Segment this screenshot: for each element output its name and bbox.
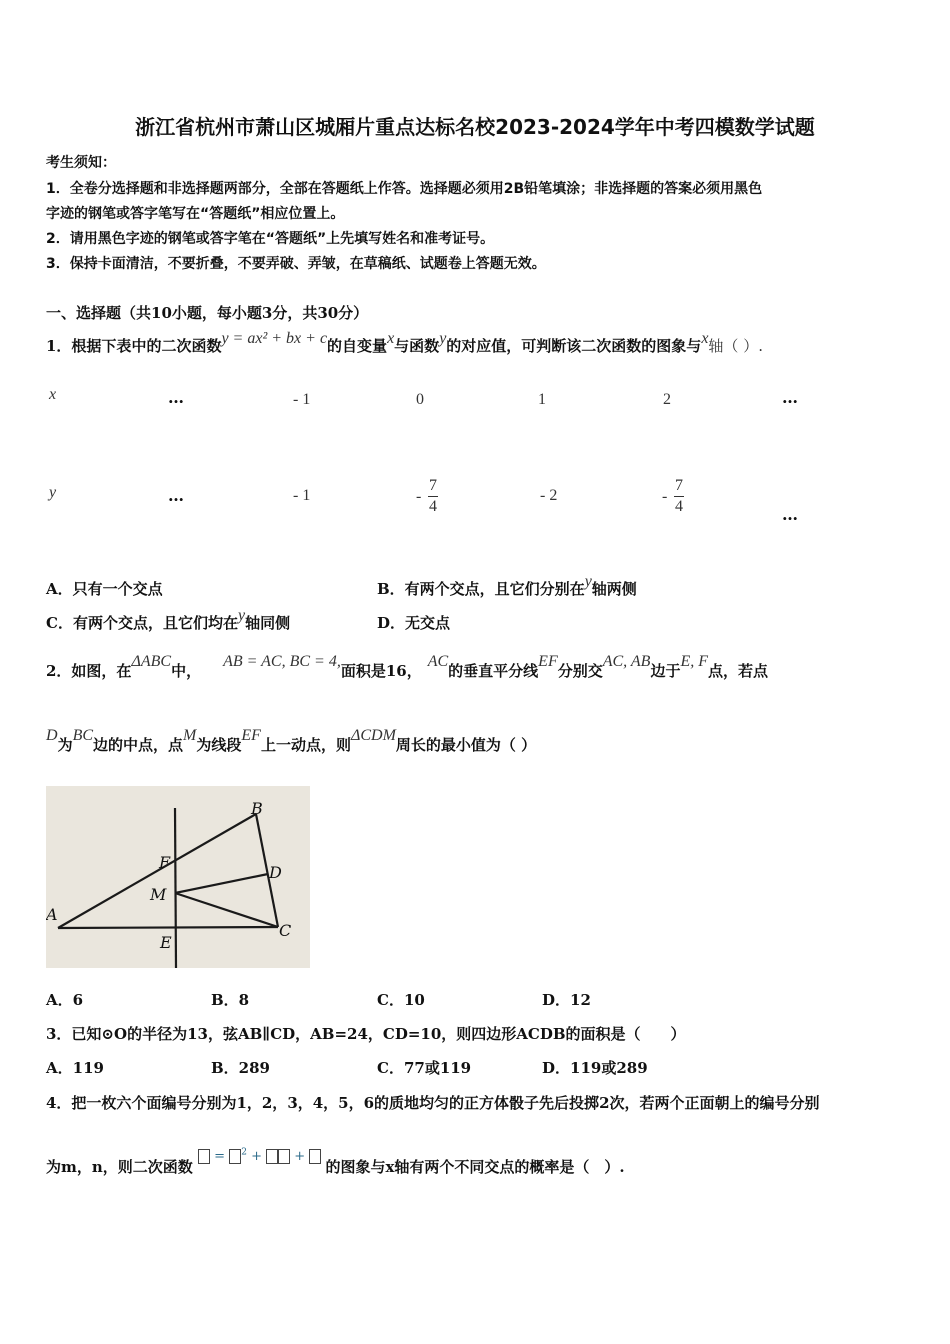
question-4-stem: 4．把一枚六个面编号分别为1，2，3，4，5，6的质地均匀的正方体骰子先后投掷2次，若两个正面朝上的编号分别 xyxy=(46,1094,820,1112)
label-d: D xyxy=(269,863,282,882)
segment-mc xyxy=(175,893,278,927)
quadratic-formula: y = ax² + bx + c xyxy=(221,330,328,347)
label-f: F xyxy=(159,853,171,872)
option-d[interactable]: D．119或289 xyxy=(542,1059,648,1077)
line-ef xyxy=(175,808,176,968)
option-c[interactable]: C．77或119 xyxy=(377,1059,472,1077)
geometry-figure xyxy=(46,786,310,968)
page-title: 浙江省杭州市萧山区城厢片重点达标名校2023-2024学年中考四模数学试题 xyxy=(135,115,815,139)
question-1-stem: 1．根据下表中的二次函数y = ax² + bx + c的自变量x与函数y的对应值，可判断该二次函数的图象与x轴（ ）. xyxy=(46,330,763,355)
table-cell: 2 xyxy=(663,391,671,408)
table-y-label: y xyxy=(49,484,57,501)
placeholder-formula: = $^2$ + + xyxy=(198,1149,325,1164)
table-cell: - 1 xyxy=(293,391,311,408)
table-cell: … xyxy=(782,388,798,407)
option-a[interactable]: A．6 xyxy=(46,991,84,1009)
option-a[interactable]: A．119 xyxy=(46,1059,104,1077)
label-c: C xyxy=(279,921,292,940)
section-heading: 一、选择题（共10小题，每小题3分，共30分） xyxy=(46,304,369,322)
option-b[interactable]: B．8 xyxy=(211,991,250,1009)
table-cell: … xyxy=(782,505,798,524)
notice-item: 1．全卷分选择题和非选择题两部分，全部在答题纸上作答。选择题必须用2B铅笔填涂；非选择题的答案必须用黑色 xyxy=(46,181,763,197)
question-4-stem-2: 为m，n，则二次函数 = $^2$ + + 的图象与x轴有两个不同交点的概率是（ ）. xyxy=(46,1147,625,1176)
label-e: E xyxy=(160,933,172,952)
question-3-stem: 3．已知⊙O的半径为13，弦AB∥CD，AB=24，CD=10，则四边形ACDB的面积是（ ） xyxy=(46,1025,686,1043)
table-cell: … xyxy=(168,486,184,505)
question-2-stem: 2．如图，在ΔABC中，AB = AC, BC = 4,面积是16，AC的垂直平分线EF分别交AC, AB边于E, F点，若点 xyxy=(46,653,769,680)
segment-md xyxy=(175,874,268,893)
notice-heading: 考生须知： xyxy=(46,155,116,171)
table-x-label: x xyxy=(49,386,57,403)
label-m: M xyxy=(150,885,167,904)
triangle-diagram xyxy=(46,786,310,968)
option-d[interactable]: D．无交点 xyxy=(377,614,451,632)
option-c[interactable]: C．有两个交点，且它们均在y轴同侧 xyxy=(46,607,291,632)
notice-item: 字迹的钢笔或答字笔写在“答题纸”相应位置上。 xyxy=(46,206,345,222)
question-2-stem-2: D为BC边的中点，点M为线段EF上一动点，则ΔCDM周长的最小值为（ ） xyxy=(46,727,537,754)
label-b: B xyxy=(251,799,263,818)
option-d[interactable]: D．12 xyxy=(542,991,591,1009)
option-a[interactable]: A．只有一个交点 xyxy=(46,580,163,598)
notice-item: 3．保持卡面清洁，不要折叠，不要弄破、弄皱，在草稿纸、试题卷上答题无效。 xyxy=(46,256,546,272)
table-cell: 1 xyxy=(538,391,546,408)
label-a: A xyxy=(46,905,58,924)
segment-ac xyxy=(58,927,278,928)
table-cell-fraction: - 7 4 xyxy=(662,477,683,515)
table-cell-fraction: - 7 4 xyxy=(416,477,437,515)
table-cell: … xyxy=(168,388,184,407)
table-cell: - 2 xyxy=(540,487,558,504)
table-cell: 0 xyxy=(416,391,424,408)
option-b[interactable]: B．有两个交点，且它们分别在y轴两侧 xyxy=(377,573,637,598)
notice-item: 2．请用黑色字迹的钢笔或答字笔在“答题纸”上先填写姓名和准考证号。 xyxy=(46,231,495,247)
table-cell: - 1 xyxy=(293,487,311,504)
option-b[interactable]: B．289 xyxy=(211,1059,270,1077)
option-c[interactable]: C．10 xyxy=(377,991,425,1009)
